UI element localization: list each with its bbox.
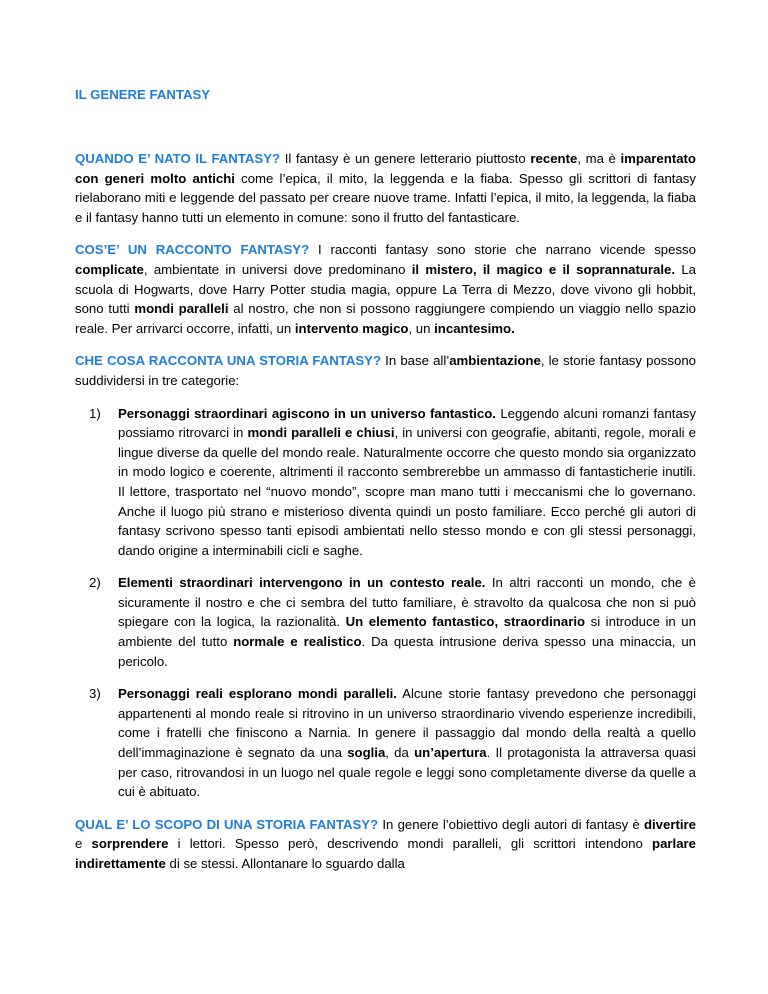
text-run: al nostro, che non si possono raggiungere compiendo un viaggio nello spazio reale. Per arrivarci occorre, infatti, un	[75, 301, 696, 336]
emphasis-text: mondi paralleli	[134, 301, 229, 317]
emphasis-text: ambientazione	[449, 353, 541, 369]
section-question: COS’E’ UN RACCONTO FANTASY?	[75, 242, 310, 258]
emphasis-text: Personaggi reali esplorano mondi paralleli.	[118, 686, 397, 702]
text-run: Alcune storie fantasy prevedono che personaggi appartenenti al mondo reale si ritrovino in un universo straordinario vivendo esperienze incredibili, come i fratelli che finiscono a Narnia. In genere il passaggio dal mondo della realtà a quello dell’immaginazione è segnato da una	[118, 686, 696, 761]
section-definition	[75, 240, 696, 338]
emphasis-text: Elementi straordinari intervengono in un contesto reale.	[118, 575, 486, 591]
emphasis-text: il mistero, il magico e il soprannaturale.	[411, 261, 676, 277]
text-run: . Il protagonista la attraversa quasi per caso, ritrovandosi in un luogo nel quale regole e leggi sono completamente diverse da quelle a cui è abituato.	[118, 745, 696, 800]
section-question: QUANDO E’ NATO IL FANTASY?	[75, 151, 281, 166]
emphasis-text: incantesimo.	[434, 320, 515, 336]
list-number: 1)	[89, 405, 101, 421]
emphasis-text: un’apertura	[414, 745, 487, 761]
text-run: In altri racconti un mondo, che è sicuramente il nostro e che ci sembra del tutto familiare, è stravolto da qualcosa che non si può spiegare con la logica, la razionalità.	[118, 575, 696, 630]
category-text	[118, 575, 696, 668]
text-run: i lettori. Spesso però, descrivendo mondi paralleli, gli scrittori intendono	[168, 836, 653, 852]
list-number: 3)	[89, 686, 101, 702]
text-run: In base all’	[381, 353, 450, 369]
document-title: IL GENERE FANTASY	[75, 87, 211, 102]
text-run: , in universi con geografie, abitanti, regole, morali e lingue diverse da quelle del mondo reale. Naturalmente occorre che questo mondo sia organizzato in modo logico e coerente, altrimenti il racconto sembrerebbe un ammasso di fantasticherie inutili. Il lettore, trasportato nel “nuovo mondo”, scopre man mano tutti i meccanismi che lo governano. Anche il luogo più strano e misterioso diventa quindi un posto familiare. Ecco perché gli autori di fantasy scrivono spesso tanti episodi ambientati nello stesso mondo e con gli stessi personaggi, dando origine a interminabili cicli e saghe.	[118, 425, 697, 558]
emphasis-text: soglia	[347, 745, 386, 761]
category-item	[89, 404, 697, 561]
section-content	[75, 351, 696, 390]
emphasis-text: complicate	[75, 261, 144, 277]
emphasis-text: imparentato con generi molto antichi	[75, 151, 696, 186]
section-origin	[75, 149, 696, 227]
emphasis-text: mondi paralleli e chiusi	[247, 425, 395, 441]
text-run: , un	[408, 320, 435, 336]
emphasis-text: sorprendere	[91, 836, 169, 852]
category-text	[118, 406, 696, 558]
section-purpose	[75, 815, 696, 874]
emphasis-text: normale e realistico	[233, 634, 362, 650]
emphasis-text: divertire	[643, 816, 696, 832]
category-item	[89, 684, 696, 802]
text-run: , ma è	[577, 151, 621, 166]
category-item	[89, 573, 696, 671]
text-run: Leggendo alcuni romanzi fantasy possiamo ritrovarci in	[118, 405, 696, 441]
section-question: CHE COSA RACCONTA UNA STORIA FANTASY?	[75, 353, 382, 369]
section-question: QUAL E’ LO SCOPO DI UNA STORIA FANTASY?	[75, 816, 379, 832]
category-list	[75, 404, 696, 802]
list-number: 2)	[89, 575, 101, 591]
emphasis-text: recente	[530, 151, 578, 166]
category-text	[118, 686, 696, 799]
emphasis-text: parlare indirettamente	[75, 836, 697, 871]
emphasis-text: Personaggi straordinari agiscono in un universo fantastico.	[118, 405, 496, 421]
text-run: , ambientate in universi dove predominano	[143, 261, 412, 277]
text-run: di se stessi. Allontanare lo sguardo dalla	[165, 856, 405, 871]
text-run: , le storie fantasy possono suddividersi in tre categorie:	[75, 353, 696, 388]
text-run: come l’epica, il mito, la leggenda e la fiaba. Spesso gli scrittori di fantasy rielaborano miti e leggende del passato per creare nuove trame. Infatti l’epica, il mito, la leggenda, la fiaba e il fantasy hanno tutti un elemento in comune: sono il frutto del fantasticare.	[75, 170, 696, 225]
emphasis-text: Un elemento fantastico, straordinario	[345, 614, 586, 630]
text-run: e	[75, 836, 92, 852]
text-run: I racconti fantasy sono storie che narrano vicende spesso	[309, 242, 696, 258]
text-run: si introduce in un ambiente del tutto	[118, 614, 696, 650]
text-run: , da	[385, 745, 415, 761]
text-run: . Da questa intrusione deriva spesso una minaccia, un pericolo.	[118, 634, 696, 669]
text-run: La scuola di Hogwarts, dove Harry Potter studia magia, oppure La Terra di Mezzo, dove vivono gli hobbit, sono tutti	[75, 261, 696, 317]
text-run: Il fantasy è un genere letterario piuttosto	[280, 151, 531, 166]
text-run: In genere l’obiettivo degli autori di fantasy è	[378, 816, 644, 832]
emphasis-text: intervento magico	[294, 320, 409, 336]
